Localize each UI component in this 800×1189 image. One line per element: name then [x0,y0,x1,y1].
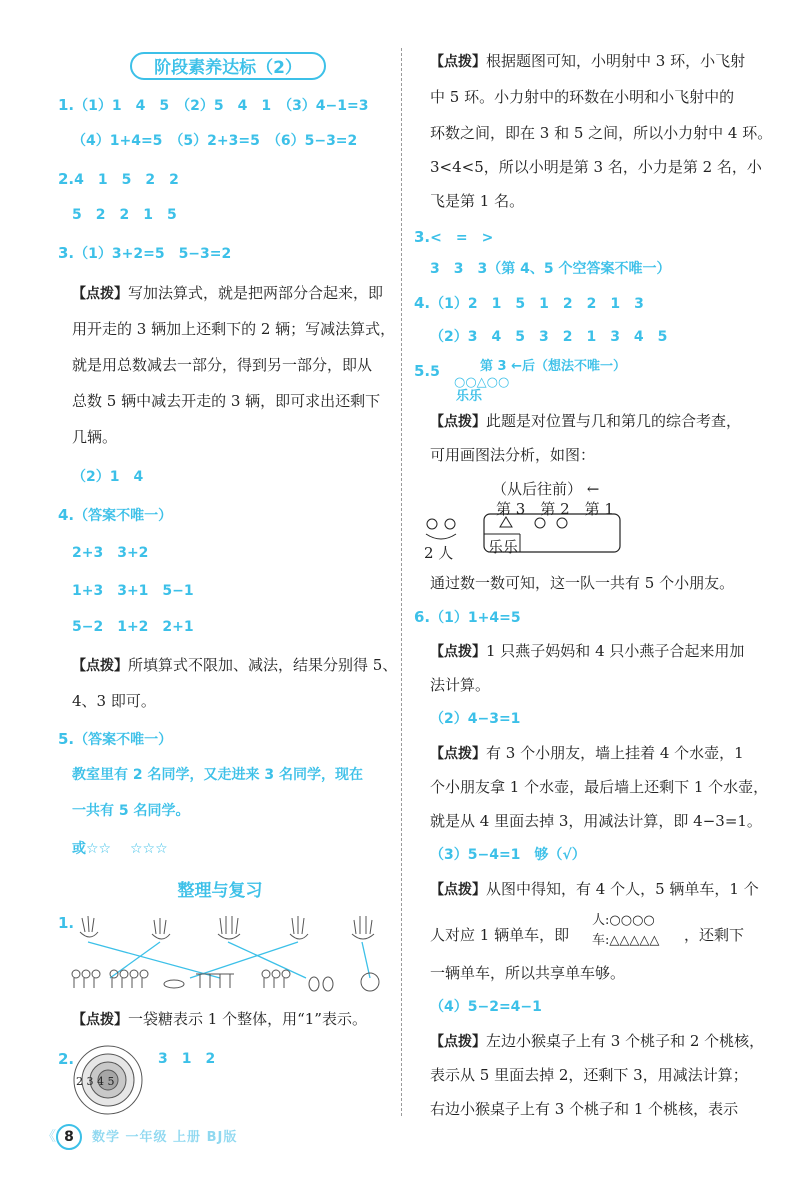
diagram-direction-label: （从后往前） ← [492,480,600,498]
hand-icon-3 [218,916,240,939]
q3-tip-line2: 用开走的 3 辆加上还剩下的 2 辆；写减法算式， [72,320,396,338]
tip1-line2: 中 5 环。小力射中的环数在小明和小飞射中的 [430,88,735,106]
page-number: 8 [56,1124,82,1150]
r-q6-tip1-line2: 法计算。 [430,676,491,694]
tip1-line3: 环数之间，即在 3 和 5 之间，所以小力射中 4 环。 [430,124,773,142]
r-q6-tip2-line1: 【点拨】有 3 个小朋友，墙上挂着 4 个水壶，1 [430,744,744,762]
r-q6-tip2-line2: 个小朋友拿 1 个水壶，最后墙上还剩下 1 个水壶， [430,778,769,796]
hand-icon-4 [290,916,308,939]
r-q3-line2: 3 3 3（第 4、5 个空答案不唯一） [430,261,671,277]
r-q5-line1: 5.5 [414,362,440,380]
s2-q2-num: 2. [58,1050,75,1068]
r-q3-line1: 3.< = > [414,228,494,246]
tip1-line5: 飞是第 1 名。 [430,192,525,210]
r-q6-part4: （4）5−2=4−1 [430,999,542,1015]
r-q6-tip2-line3: 就是从 4 里面去掉 3，用减法计算，即 4−3=1。 [430,812,762,830]
hand-icon-2 [152,918,170,939]
r-q5-tip-line3: 通过数一数可知，这一队一共有 5 个小朋友。 [430,574,735,592]
r-q5-tip-line2: 可用画图法分析，如图： [430,446,596,464]
hand-icon-5 [352,916,374,939]
r-q5-tip-line1: 【点拨】此题是对位置与几和第几的综合考查， [430,412,742,430]
r-q6-tip4-line2: 表示从 5 里面去掉 2，还剩下 3，用减法计算； [430,1066,748,1084]
section-badge: 阶段素养达标（2） [130,52,326,80]
q4-head: 4.（答案不唯一） [58,506,173,524]
tip1-line1: 【点拨】根据题图可知，小明射中 3 环，小飞射 [430,52,746,70]
target-rings-illustration [72,1044,144,1116]
hand-icon-1 [80,916,98,937]
diagram-two-people: 2 人 [424,544,454,562]
r-q6-tip1-line1: 【点拨】1 只燕子妈妈和 4 只小燕子合起来用加 [430,642,745,660]
q3-line1: 3.（1）3+2=5 5−3=2 [58,244,232,262]
r-q6-tip3-line1: 【点拨】从图中得知，有 4 个人，5 辆单车，1 个 [430,880,759,898]
r-q6-tip4-line1: 【点拨】左边小猴桌子上有 3 个桃子和 2 个桃核， [430,1032,765,1050]
q4-line1: 2+3 3+2 [72,545,149,561]
column-divider [401,48,402,1116]
r-q6-tip3-line2a: 人对应 1 辆单车，即 [430,926,570,944]
q5-line1: 教室里有 2 名同学，又走进来 3 名同学，现在 [72,767,363,783]
r-q5-lele: 乐乐 [456,389,483,404]
arrow-left-icon: ← [582,480,600,498]
s2-q2-answer: 3 1 2 [158,1051,216,1067]
r-q6-tip3-line3: 一辆单车，所以共享单车够。 [430,964,626,982]
q2-line2: 5 2 2 1 5 [72,207,177,223]
section-title-review: 整理与复习 [177,881,263,901]
r-q5-note: 第 3 ←后（想法不唯一） [480,359,626,374]
r-q4-line1: 4.（1）2 1 5 1 2 2 1 3 [414,294,644,312]
q3-tip-line3: 就是用总数减去一部分，得到另一部分，即从 [72,356,373,374]
q4-line3: 5−2 1+2 2+1 [72,619,194,635]
diagram-lele: 乐乐 [488,538,519,556]
r-q6-tip3-line2b: ，还剩下 [684,926,745,944]
q2-line1: 2.4 1 5 2 2 [58,170,179,188]
s2-q1-num: 1. [58,914,75,932]
q3-tip-line1: 【点拨】写加法算式，就是把两部分合起来，即 [72,284,384,302]
q4-line2: 1+3 3+1 5−1 [72,583,194,599]
r-q6-part3: （3）5−4=1 够（√） [430,847,586,863]
q5-line3: 或☆☆ ☆☆☆ [72,841,168,857]
r-q4-line2: （2）3 4 5 3 2 1 3 4 5 [430,329,668,345]
q4-tip-line1: 【点拨】所填算式不限加、减法，结果分别得 5、 [72,656,398,674]
r-q6-correspondence-bikes: 车:△△△△△ [592,933,660,948]
diagram-ranks: 第 3 第 2 第 1 [496,500,614,518]
q4-tip-line2: 4、3 即可。 [72,692,156,710]
r-q6-part1: 6.（1）1+4=5 [414,608,521,626]
q1-line1: 1.（1）1 4 5 （2）5 4 1 （3）4−1=3 [58,96,369,114]
figure-group-icons [72,970,379,991]
footer-decoration-icon: 《 [42,1129,56,1145]
q3-tip-line4: 总数 5 辆中减去开走的 3 辆，即可求出还剩下 [72,392,381,410]
q3-part2: （2）1 4 [72,469,144,485]
tip1-line4: 3<4<5，所以小明是第 3 名，小力是第 2 名，小 [430,158,762,176]
r-q6-tip4-line3: 右边小猴桌子上有 3 个桃子和 1 个桃核，表示 [430,1100,739,1118]
target-ring-numbers: 2 3 4 5 [76,1075,115,1088]
footer-book-title: 数学 一年级 上册 BJ版 [92,1130,238,1145]
q5-line2: 一共有 5 名同学。 [72,803,190,819]
q5-head: 5.（答案不唯一） [58,730,173,748]
s2-q1-tip: 【点拨】一袋糖表示 1 个整体，用“1”表示。 [72,1010,367,1028]
matching-illustration [70,912,390,996]
q1-line2: （4）1+4=5 （5）2+3=5 （6）5−3=2 [72,133,358,149]
r-q5-shapes: ○○△○○ [454,375,510,390]
r-q6-correspondence-people: 人:○○○○ [592,913,655,928]
q3-tip-line5: 几辆。 [72,428,118,446]
r-q6-part2: （2）4−3=1 [430,711,521,727]
